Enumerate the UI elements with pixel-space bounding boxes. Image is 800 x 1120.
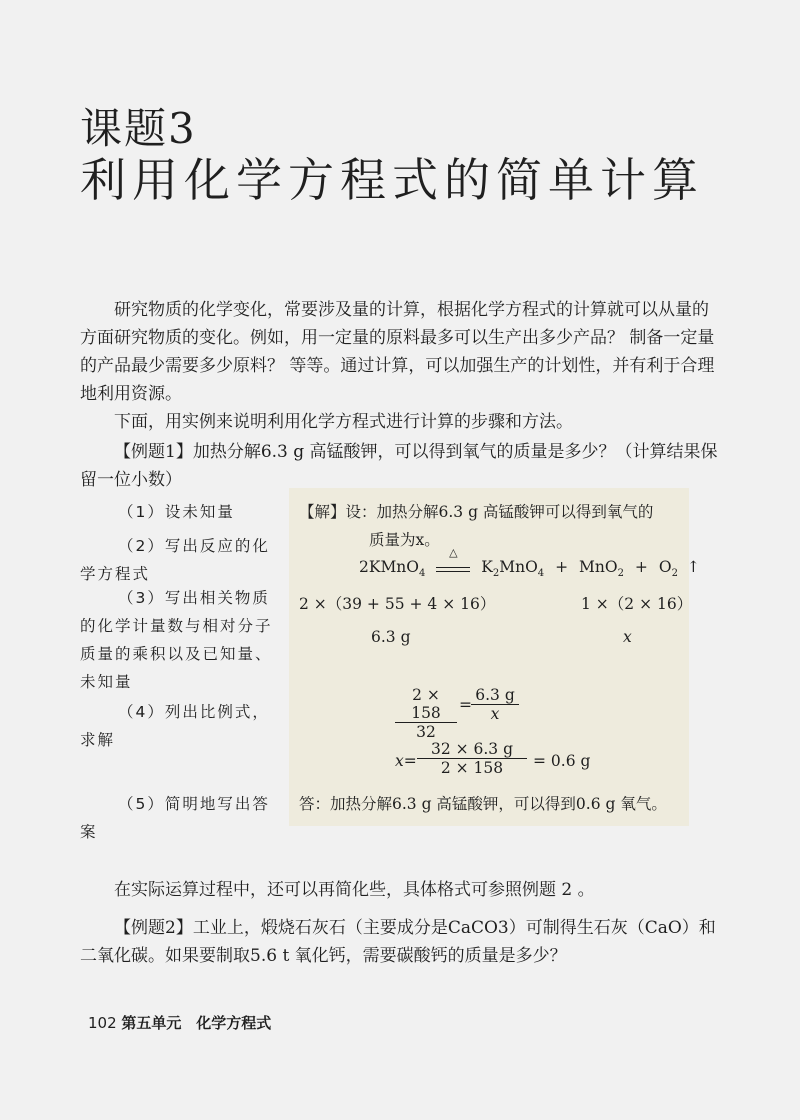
solve-denominator: 2 × 158 — [440, 759, 504, 777]
reactant-formula: 2KMnO$_4$ — [359, 558, 426, 580]
ratio-left — [395, 686, 457, 741]
solution-setup-line1: 【解】设：加热分解6.3 g 高锰酸钾可以得到氧气的 — [299, 503, 654, 521]
step-3: （3）写出相关物质的化学计量数与相对分子质量的乘积以及已知量、未知量 — [80, 589, 273, 691]
step-2: （2）写出反应的化学方程式 — [80, 537, 270, 583]
solve-result: = 0.6 g — [533, 752, 591, 770]
step-4: （4）列出比例式，求解 — [80, 703, 270, 749]
product-k2mno4: $K_2MnO_4$ — [481, 558, 545, 580]
mass-right: 1 ×（2 × 16） — [581, 595, 693, 613]
unit-label: 第五单元 — [121, 1014, 182, 1032]
known-right: x — [623, 628, 632, 646]
ratio-equals: = — [459, 696, 472, 714]
ratio-right — [471, 686, 519, 723]
plus-sign: + — [555, 558, 569, 576]
step-1: （1）设未知量 — [118, 503, 235, 521]
simplification-note: 在实际运算过程中，还可以再简化些，具体格式可参照例题 2 。 — [114, 880, 595, 900]
page-number: 102 — [88, 1014, 117, 1032]
heat-condition — [436, 546, 470, 572]
solution-box — [289, 488, 700, 826]
solve-fraction — [417, 740, 527, 777]
mass-left: 2 ×（39 + 55 + 4 × 16） — [299, 595, 496, 613]
ratio-right-denominator: x — [490, 705, 500, 723]
known-left: 6.3 g — [371, 628, 411, 646]
gas-arrow-icon: ↑ — [686, 558, 700, 576]
intro-method-line: 下面，用实例来说明利用化学方程式进行计算的步骤和方法。 — [114, 412, 573, 432]
heat-symbol-icon: △ — [449, 546, 458, 559]
chemical-equation — [359, 546, 700, 580]
intro-paragraph: 研究物质的化学变化，常要涉及量的计算，根据化学方程式的计算就可以从量的方面研究物质的变化。例如，用一定量的原料最多可以生产出多少产品？ 制备一定量的产品最少需要多少原料？ 等等。通过计算，可以加强生产的计划性，并有利于合理地利用资源。 — [80, 300, 715, 404]
plus-sign: + — [634, 558, 648, 576]
ratio-left-numerator: 2 × 158 — [411, 686, 441, 722]
ratio-left-denominator: 32 — [416, 723, 436, 741]
example2-question: 【例题2】工业上，煅烧石灰石（主要成分是CaCO3）可制得生石灰（CaO）和二氧化碳。如果要制取5.6 t 氧化钙，需要碳酸钙的质量是多少？ — [80, 918, 716, 966]
solve-numerator: 32 × 6.3 g — [430, 740, 514, 758]
solve-lhs: x= — [395, 752, 417, 770]
ratio-right-numerator: 6.3 g — [475, 686, 515, 704]
lesson-number: 课题3 — [80, 104, 197, 153]
step-5: （5）简明地写出答案 — [80, 795, 270, 841]
solution-answer: 答：加热分解6.3 g 高锰酸钾，可以得到0.6 g 氧气。 — [299, 795, 667, 813]
solution-setup-line2: 质量为x。 — [369, 531, 440, 549]
lesson-title: 利用化学方程式的简单计算 — [80, 153, 704, 207]
example1-question: 【例题1】加热分解6.3 g 高锰酸钾，可以得到氧气的质量是多少？（计算结果保留一位小数） — [80, 442, 718, 490]
product-o2: $O_2$ — [658, 558, 678, 580]
product-mno2: MnO$_2$ — [579, 558, 624, 580]
chapter-label: 化学方程式 — [196, 1014, 272, 1032]
page-footer — [88, 1012, 281, 1033]
